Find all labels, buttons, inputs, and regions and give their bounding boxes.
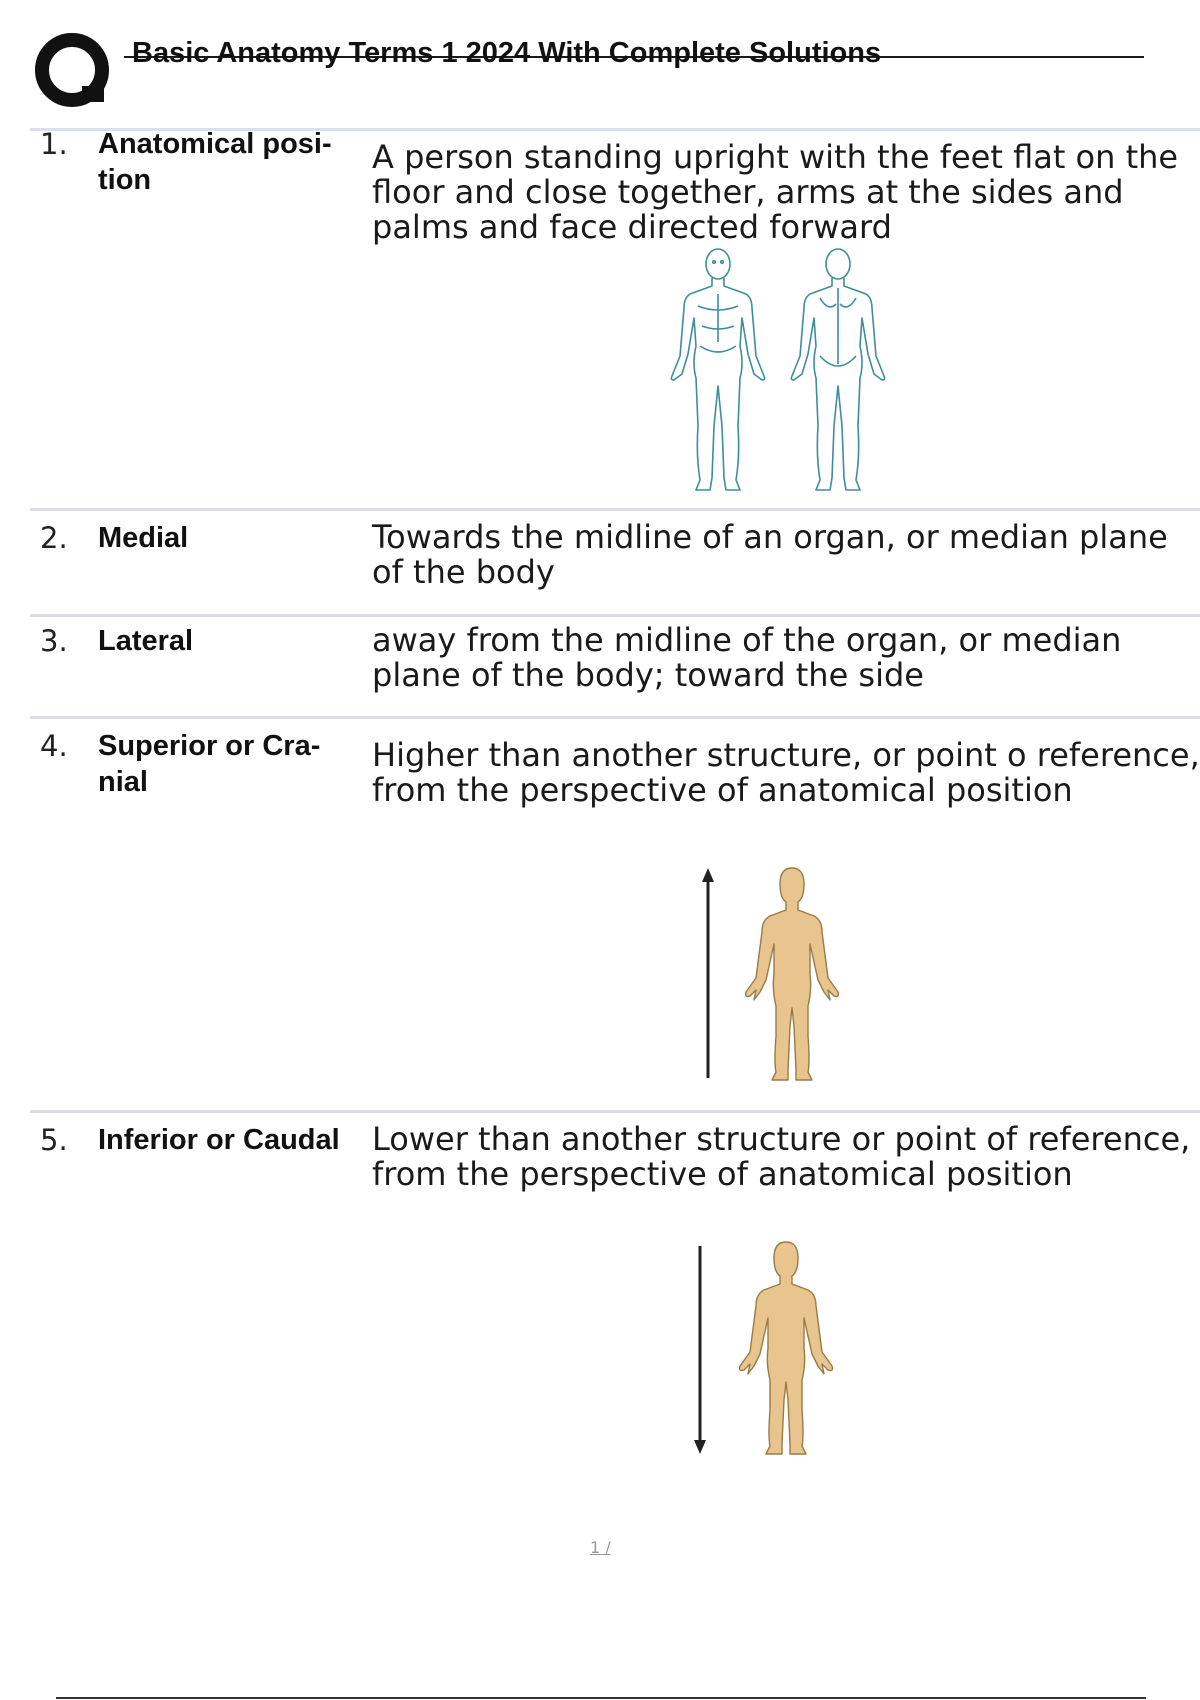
term-label: Medial: [98, 522, 189, 554]
page-number: 1 /: [590, 1538, 611, 1557]
row-separator: [30, 508, 1200, 511]
term-number: 5.: [40, 1123, 68, 1157]
term-definition: Towards the midline of an organ, or median plane of the body: [372, 518, 1168, 591]
q-logo-icon: [32, 30, 114, 112]
term-definition: A person standing upright with the feet flat on the floor and close together, arms at the sides and palms and face directed forward: [372, 138, 1179, 246]
term-number: 1.: [40, 127, 68, 161]
row-separator: [30, 716, 1200, 719]
term-label: Anatomical posi- tion: [98, 128, 332, 196]
row-separator: [30, 1110, 1200, 1113]
up-arrow-icon: [702, 868, 714, 1078]
anatomical-position-figure: [660, 246, 900, 500]
term-number: 2.: [40, 521, 68, 555]
row-separator: [30, 614, 1200, 617]
superior-direction-figure: [690, 866, 860, 1086]
term-label: Superior or Cra- nial: [98, 730, 321, 798]
footer-rule: [56, 1697, 1146, 1699]
document-title: Basic Anatomy Terms 1 2024 With Complete Solutions: [132, 37, 882, 69]
term-definition: Lower than another structure or point of reference, from the perspective of anatomical position: [372, 1120, 1191, 1193]
term-number: 4.: [40, 729, 68, 763]
term-label: Inferior or Caudal: [98, 1124, 340, 1156]
term-number: 3.: [40, 624, 68, 658]
inferior-direction-figure: [684, 1240, 854, 1464]
term-label: Lateral: [98, 625, 194, 657]
down-arrow-icon: [694, 1246, 706, 1454]
term-definition: away from the midline of the organ, or median plane of the body; toward the side: [372, 621, 1122, 694]
term-definition: Higher than another structure, or point o reference, from the perspective of anatomical position: [372, 736, 1200, 809]
